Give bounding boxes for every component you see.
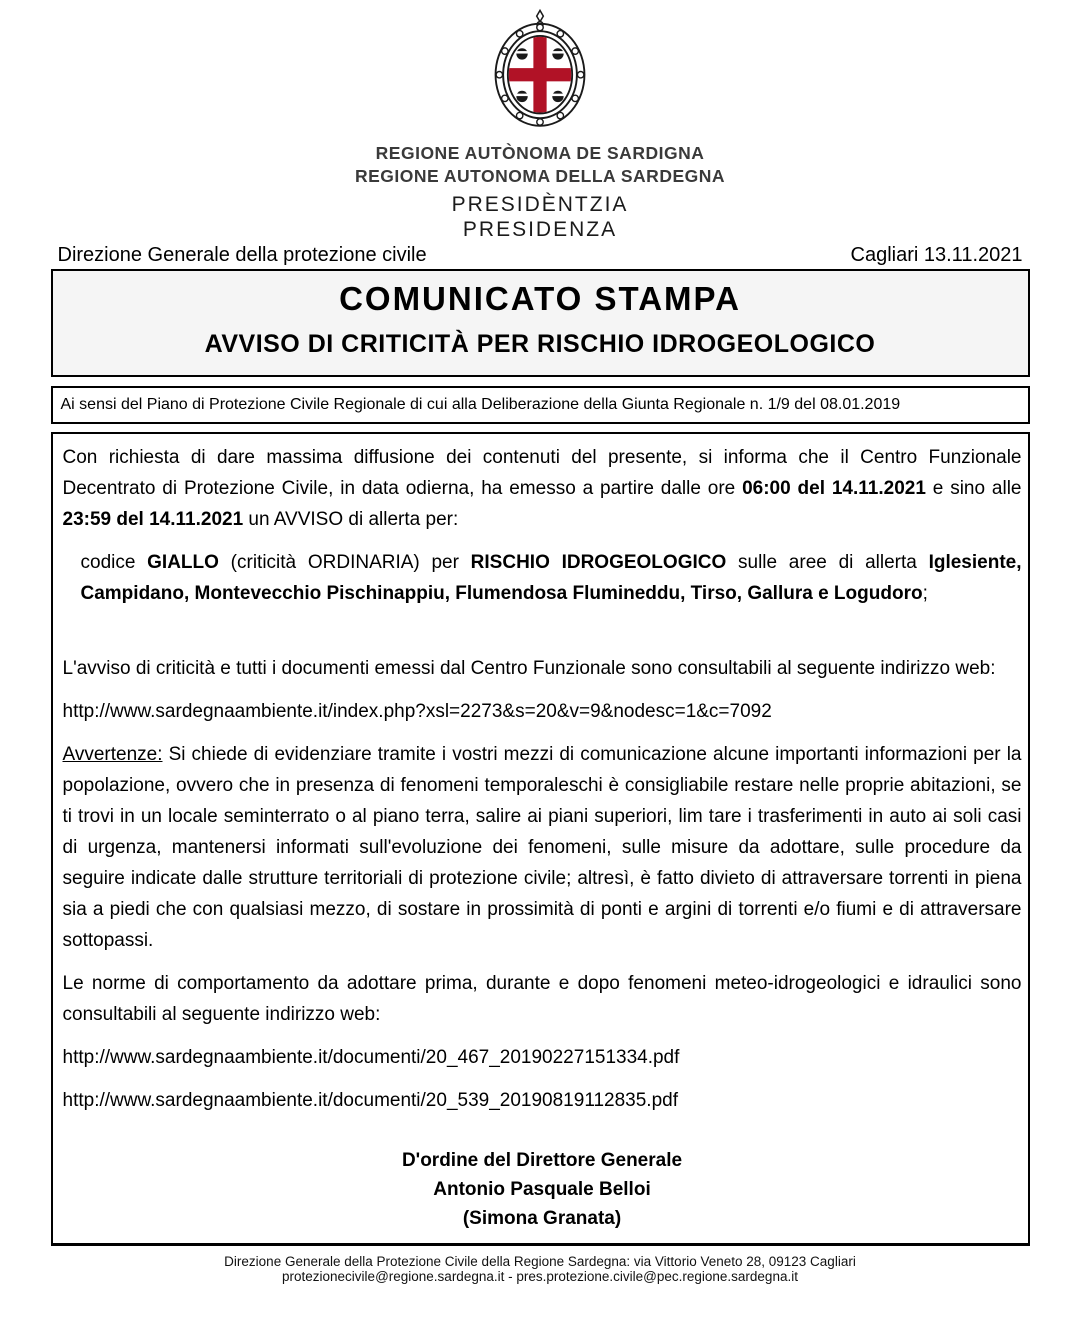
norms-url-link-1[interactable]: http://www.sardegnaambiente.it/documenti/20_467_20190227151334.pdf (62, 1047, 680, 1068)
header-row (51, 244, 1030, 266)
signature-line-delegate: (Simona Granata) (462, 1208, 622, 1229)
body-box (51, 432, 1030, 1246)
footer-emails: protezionecivile@regione.sardegna.it - pres.protezione.civile@pec.regione.sardegna.it (282, 1269, 798, 1284)
region-name-italian: REGIONE AUTONOMA DELLA SARDEGNA (354, 166, 726, 186)
presidency-italian: PRESIDENZA (462, 218, 618, 241)
region-name-sardinian: REGIONE AUTÒNOMA DE SARDIGNA (375, 143, 705, 163)
document-subtitle: AVVISO DI CRITICITÀ PER RISCHIO IDROGEOLOGICO (204, 330, 876, 358)
paragraph-consultation: L'avviso di criticità e tutti i documenti emessi dal Centro Funzionale sono consultabili al seguente indirizzo web: (62, 658, 996, 679)
paragraph-warnings: Avvertenze: Si chiede di evidenziare tramite i vostri mezzi di comunicazione alcune importanti informazioni per la popolazione, ovvero che in presenza di fenomeni temporaleschi è consigliabile restare nelle proprie abitazioni, se ti trovi in un locale seminterrato o al piano terra, salire ai piani superiori, lim tare i trasferimenti in auto ai soli casi di urgenza, mantenersi informati sull'evoluzione dei fenomeni, sulle misure da adottare, sulle procedure da seguire indicate dalle strutture territoriali di protezione civile; altresì, è fatto divieto di attraversare torrenti in piena sia a piedi che con qualsiasi mezzo, di sostare in prossimità di ponti e argini di torrenti e/o fiumi e di attraversare sottopassi. (62, 744, 1022, 951)
presidency-sardinian: PRESIDÈNTZIA (451, 193, 629, 216)
region-name-block (0, 142, 1080, 188)
document-title: COMUNICATO STAMPA (339, 280, 741, 317)
reference-box (51, 386, 1030, 424)
department-name: Direzione Generale della protezione civile (57, 244, 427, 266)
masthead (0, 0, 1080, 242)
alert-url-link[interactable]: http://www.sardegnaambiente.it/index.php?xsl=2273&s=20&v=9&nodesc=1&c=7092 (62, 701, 772, 722)
signature-line-role: D'ordine del Direttore Generale (401, 1150, 683, 1171)
reference-text: Ai sensi del Piano di Protezione Civile Regionale di cui alla Deliberazione della Giunta Regionale n. 1/9 del 08.01.2019 (60, 396, 901, 413)
signature-line-name: Antonio Pasquale Belloi (433, 1179, 651, 1200)
paragraph-norms: Le norme di comportamento da adottare prima, durante e dopo fenomeni meteo-idrogeologici e idraulici sono consultabili al seguente indirizzo web: (62, 973, 1022, 1025)
page-footer (0, 1254, 1080, 1284)
sardinia-coat-of-arms-logo (488, 8, 592, 132)
paragraph-intro: Con richiesta di dare massima diffusione dei contenuti del presente, si informa che il Centro Funzionale Decentrato di Protezione Civile, in data odierna, ha emesso a partire dalle ore 06:00 del 14.11.2021 e sino alle 23:59 del 14.11.2021 un AVVISO di allerta per: (62, 447, 1022, 530)
title-box (51, 269, 1030, 377)
place-date: Cagliari 13.11.2021 (850, 244, 1023, 266)
presidency-block (0, 192, 1080, 242)
paragraph-alert-code: codice GIALLO (criticità ORDINARIA) per RISCHIO IDROGEOLOGICO sulle aree di allerta Iglesiente, Campidano, Montevecchio Pischinappiu, Flumendosa Flumineddu, Tirso, Gallura e Logudoro; (80, 552, 1022, 604)
signature-block (63, 1146, 1022, 1233)
norms-url-link-2[interactable]: http://www.sardegnaambiente.it/documenti/20_539_20190819112835.pdf (62, 1090, 678, 1111)
footer-address: Direzione Generale della Protezione Civile della Regione Sardegna: via Vittorio Veneto 28, 09123 Cagliari (224, 1254, 856, 1269)
